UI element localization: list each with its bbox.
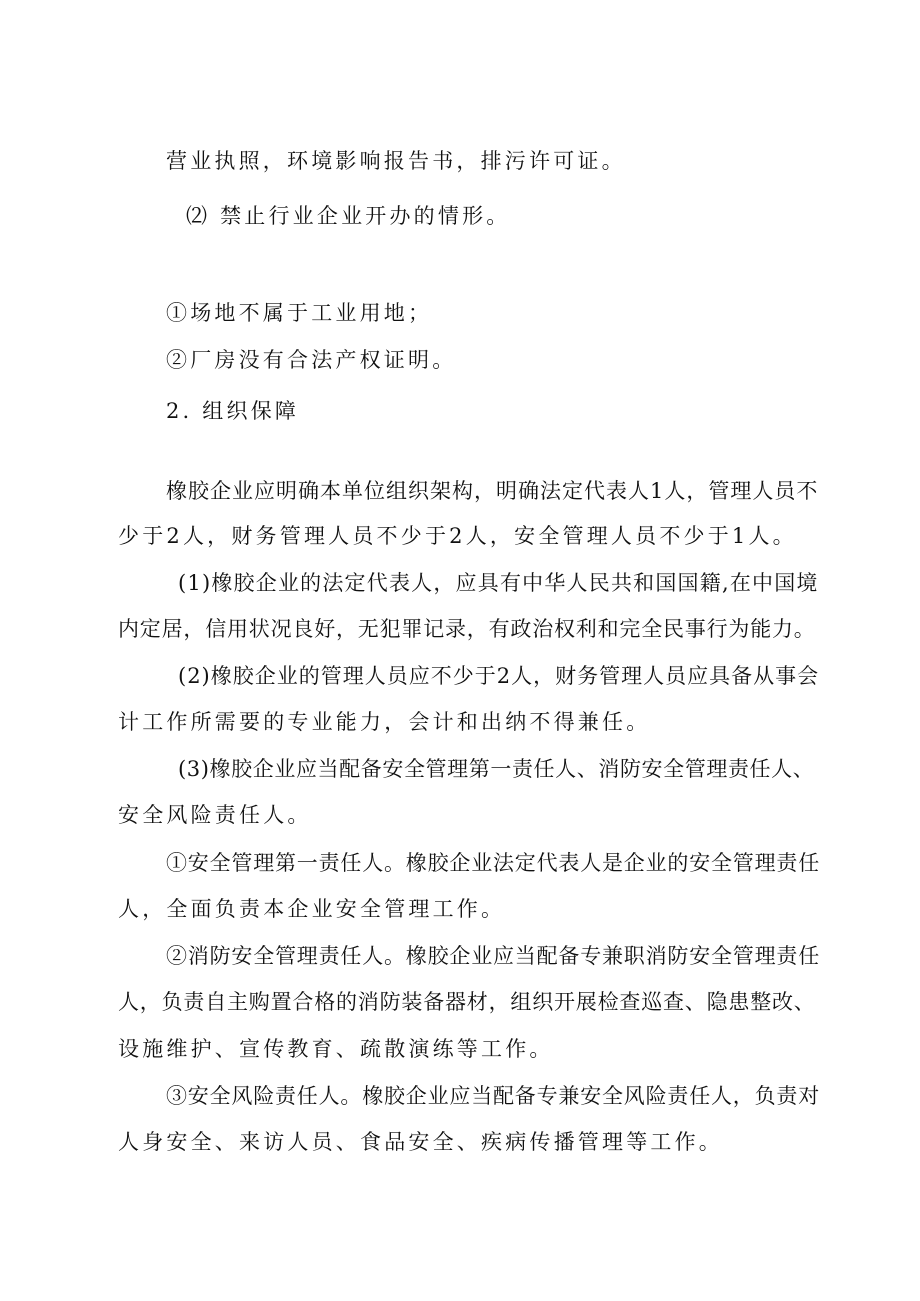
text-line-prohibited-heading: ⑵ 禁止行业企业开办的情形。 [186, 204, 511, 228]
text-line-para5-b: 人，全面负责本企业安全管理工作。 [118, 897, 506, 921]
text-line-item-2: ②厂房没有合法产权证明。 [166, 348, 457, 372]
text-line-para6-b: 人，负责自主购置合格的消防装备器材，组织开展检查巡查、隐患整改、 [118, 990, 816, 1014]
text-line-item-1: ①场地不属于工业用地； [166, 301, 433, 325]
text-line-para1-a: 橡胶企业应明确本单位组织架构，明确法定代表人1人，管理人员不 [166, 479, 819, 503]
text-line-license-list: 营业执照，环境影响报告书，排污许可证。 [166, 149, 626, 173]
text-line-para5-a: ①安全管理第一责任人。橡胶企业法定代表人是企业的安全管理责任 [166, 851, 820, 875]
text-line-para3-b: 计工作所需要的专业能力，会计和出纳不得兼任。 [118, 710, 651, 734]
text-line-para4-b: 安全风险责任人。 [118, 803, 312, 827]
text-line-para2-b: 内定居，信用状况良好，无犯罪记录，有政治权利和完全民事行为能力。 [118, 617, 816, 641]
text-line-para6-c: 设施维护、宣传教育、疏散演练等工作。 [118, 1037, 554, 1061]
text-line-para4-a: (3)橡胶企业应当配备安全管理第一责任人、消防安全管理责任人、 [178, 757, 815, 781]
text-line-para7-a: ③安全风险责任人。橡胶企业应当配备专兼安全风险责任人，负责对 [166, 1084, 820, 1108]
text-line-para7-b: 人身安全、来访人员、食品安全、疾病传播管理等工作。 [118, 1130, 723, 1154]
text-line-para1-b: 少于2人，财务管理人员不少于2人，安全管理人员不少于1人。 [118, 524, 797, 548]
text-line-para6-a: ②消防安全管理责任人。橡胶企业应当配备专兼职消防安全管理责任 [166, 944, 820, 968]
text-line-para2-a: (1)橡胶企业的法定代表人，应具有中华人民共和国国籍,在中国境 [178, 571, 819, 595]
text-line-para3-a: (2)橡胶企业的管理人员应不少于2人，财务管理人员应具备从事会 [178, 664, 820, 688]
section-heading-organization: 2. 组织保障 [166, 399, 300, 423]
